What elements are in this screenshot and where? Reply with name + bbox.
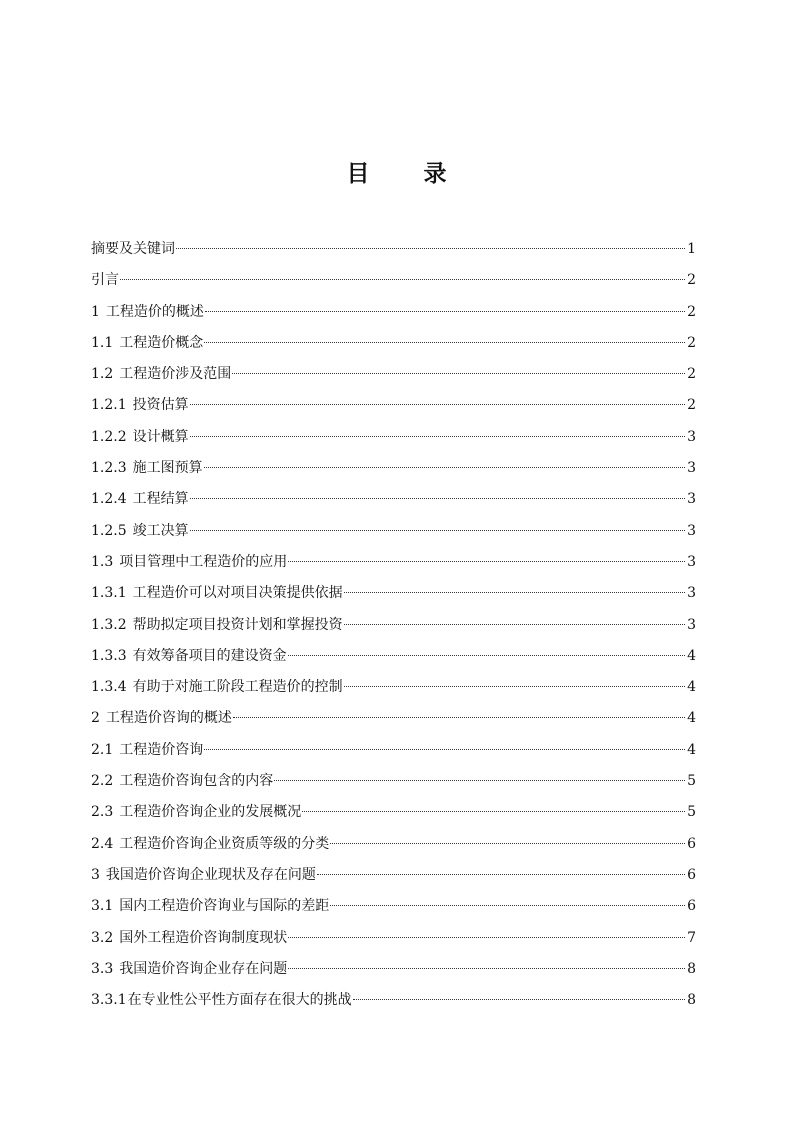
toc-entry-page-number: 4 <box>687 710 696 727</box>
toc-entry[interactable] <box>91 359 696 390</box>
title-char-2: 录 <box>423 160 447 187</box>
toc-entry[interactable] <box>91 328 696 359</box>
toc-entry[interactable] <box>91 891 696 922</box>
toc-entry-number: 1.2.2 <box>91 428 127 445</box>
toc-entry-number: 3.3.1 <box>91 992 127 1009</box>
toc-dot-leader <box>344 624 685 625</box>
toc-entry-page-number: 8 <box>687 960 696 977</box>
toc-entry-label: 施工图预算 <box>132 460 203 477</box>
toc-entry-label: 工程造价可以对项目决策提供依据 <box>132 585 343 602</box>
toc-entry[interactable] <box>91 297 696 328</box>
toc-dot-leader <box>233 717 685 718</box>
toc-entry-page-number: 8 <box>687 992 696 1009</box>
toc-entry-number: 2.3 <box>91 804 114 821</box>
toc-entry-number: 2.4 <box>91 835 114 852</box>
toc-entry[interactable] <box>91 985 696 1016</box>
toc-entry-page-number: 6 <box>687 866 696 883</box>
toc-dot-leader <box>288 655 685 656</box>
toc-entry[interactable] <box>91 453 696 484</box>
toc-entry-label: 竣工决算 <box>132 522 189 539</box>
toc-entry[interactable] <box>91 578 696 609</box>
toc-dot-leader <box>190 404 685 405</box>
toc-entry[interactable] <box>91 860 696 891</box>
toc-dot-leader <box>274 780 685 781</box>
toc-dot-leader <box>190 530 685 531</box>
toc-entry-label: 项目管理中工程造价的应用 <box>119 553 288 570</box>
toc-entry-page-number: 3 <box>687 491 696 508</box>
toc-entry-page-number: 6 <box>687 835 696 852</box>
toc-dot-leader <box>302 811 685 812</box>
toc-dot-leader <box>353 999 685 1000</box>
toc-entry-page-number: 4 <box>687 647 696 664</box>
toc-dot-leader <box>204 749 685 750</box>
toc-entry-label: 国内工程造价咨询业与国际的差距 <box>119 898 330 915</box>
toc-entry-number: 2.2 <box>91 773 114 790</box>
toc-entry-number: 3 <box>91 866 100 883</box>
toc-entry-number: 1.2.5 <box>91 522 127 539</box>
toc-entry[interactable] <box>91 954 696 985</box>
toc-entry-number: 3.2 <box>91 929 114 946</box>
toc-entry-page-number: 2 <box>687 303 696 320</box>
toc-entry-page-number: 4 <box>687 679 696 696</box>
toc-dot-leader <box>288 561 685 562</box>
toc-dot-leader <box>176 248 685 249</box>
toc-dot-leader <box>288 968 685 969</box>
toc-entry-page-number: 3 <box>687 460 696 477</box>
toc-dot-leader <box>190 498 685 499</box>
toc-entry[interactable] <box>91 829 696 860</box>
toc-entry-label: 工程造价的概述 <box>105 303 204 320</box>
toc-entry-page-number: 3 <box>687 428 696 445</box>
toc-entry[interactable] <box>91 547 696 578</box>
toc-entry[interactable] <box>91 516 696 547</box>
title-char-1: 目 <box>346 160 370 187</box>
toc-dot-leader <box>288 937 685 938</box>
toc-entry-number: 3.1 <box>91 898 114 915</box>
toc-entry-label: 有助于对施工阶段工程造价的控制 <box>132 679 343 696</box>
toc-entry-number: 1.3.1 <box>91 585 127 602</box>
toc-entry-page-number: 3 <box>687 522 696 539</box>
toc-entry-page-number: 5 <box>687 804 696 821</box>
toc-entry-label: 工程造价咨询企业的发展概况 <box>119 804 302 821</box>
toc-dot-leader <box>190 436 685 437</box>
toc-entry[interactable] <box>91 234 696 265</box>
table-of-contents <box>91 234 696 1016</box>
toc-entry-page-number: 3 <box>687 553 696 570</box>
toc-entry-label: 投资估算 <box>132 397 189 414</box>
toc-entry-number: 1.3.4 <box>91 679 127 696</box>
toc-entry-page-number: 2 <box>687 397 696 414</box>
toc-entry-number: 2.1 <box>91 741 114 758</box>
toc-entry-label: 工程造价咨询企业资质等级的分类 <box>119 835 330 852</box>
toc-entry-page-number: 1 <box>687 241 696 257</box>
toc-entry-number: 1.3.2 <box>91 616 127 633</box>
toc-entry-number: 1.3 <box>91 553 114 570</box>
toc-entry-number: 1 <box>91 303 100 320</box>
toc-entry-label: 我国造价咨询企业存在问题 <box>119 960 288 977</box>
toc-entry[interactable] <box>91 923 696 954</box>
toc-entry-label: 工程造价咨询的概述 <box>105 710 232 727</box>
toc-entry-page-number: 6 <box>687 898 696 915</box>
toc-entry-page-number: 2 <box>687 334 696 351</box>
toc-entry-number: 1.2.1 <box>91 397 127 414</box>
toc-entry-label: 工程造价咨询 <box>119 741 204 758</box>
toc-entry-label: 在专业性公平性方面存在很大的挑战 <box>127 992 352 1009</box>
toc-entry[interactable] <box>91 672 696 703</box>
toc-entry-number: 1.3.3 <box>91 647 127 664</box>
toc-entry[interactable] <box>91 610 696 641</box>
toc-entry-label: 有效筹备项目的建设资金 <box>132 647 287 664</box>
toc-entry-page-number: 4 <box>687 741 696 758</box>
toc-entry-number: 1.2 <box>91 366 114 383</box>
toc-entry[interactable] <box>91 484 696 515</box>
toc-entry-number: 1.2.4 <box>91 491 127 508</box>
toc-entry[interactable] <box>91 766 696 797</box>
page-title <box>0 156 793 192</box>
toc-dot-leader <box>317 874 685 875</box>
toc-entry-number: 1.2.3 <box>91 460 127 477</box>
toc-dot-leader <box>204 467 685 468</box>
toc-entry[interactable] <box>91 265 696 296</box>
toc-dot-leader <box>232 373 685 374</box>
toc-entry[interactable] <box>91 797 696 828</box>
toc-entry-number: 2 <box>91 710 100 727</box>
toc-dot-leader <box>205 311 685 312</box>
toc-dot-leader <box>120 279 685 280</box>
toc-entry-label: 工程造价咨询包含的内容 <box>119 773 274 790</box>
toc-entry-label: 引言 <box>91 272 119 289</box>
toc-dot-leader <box>204 342 685 343</box>
toc-dot-leader <box>344 592 685 593</box>
toc-entry-number: 3.3 <box>91 960 114 977</box>
toc-entry-page-number: 3 <box>687 616 696 633</box>
toc-entry-page-number: 2 <box>687 272 696 289</box>
toc-entry-label: 我国造价咨询企业现状及存在问题 <box>105 866 316 883</box>
toc-dot-leader <box>330 843 685 844</box>
toc-entry-label: 工程造价涉及范围 <box>119 366 232 383</box>
toc-entry-label: 帮助拟定项目投资计划和掌握投资 <box>132 616 343 633</box>
toc-dot-leader <box>344 686 685 687</box>
toc-entry[interactable] <box>91 641 696 672</box>
toc-entry[interactable] <box>91 390 696 421</box>
toc-dot-leader <box>330 905 685 906</box>
toc-entry-page-number: 5 <box>687 773 696 790</box>
toc-entry-number: 1.1 <box>91 334 114 351</box>
toc-entry-label: 工程结算 <box>132 491 189 508</box>
toc-entry[interactable] <box>91 422 696 453</box>
toc-entry-page-number: 2 <box>687 366 696 383</box>
toc-entry-label: 设计概算 <box>132 428 189 445</box>
toc-entry-label: 摘要及关键词 <box>91 241 175 257</box>
toc-entry-page-number: 7 <box>687 929 696 946</box>
toc-entry-page-number: 3 <box>687 585 696 602</box>
toc-entry[interactable] <box>91 703 696 734</box>
toc-entry-label: 工程造价概念 <box>119 334 204 351</box>
toc-entry-label: 国外工程造价咨询制度现状 <box>119 929 288 946</box>
toc-entry[interactable] <box>91 735 696 766</box>
